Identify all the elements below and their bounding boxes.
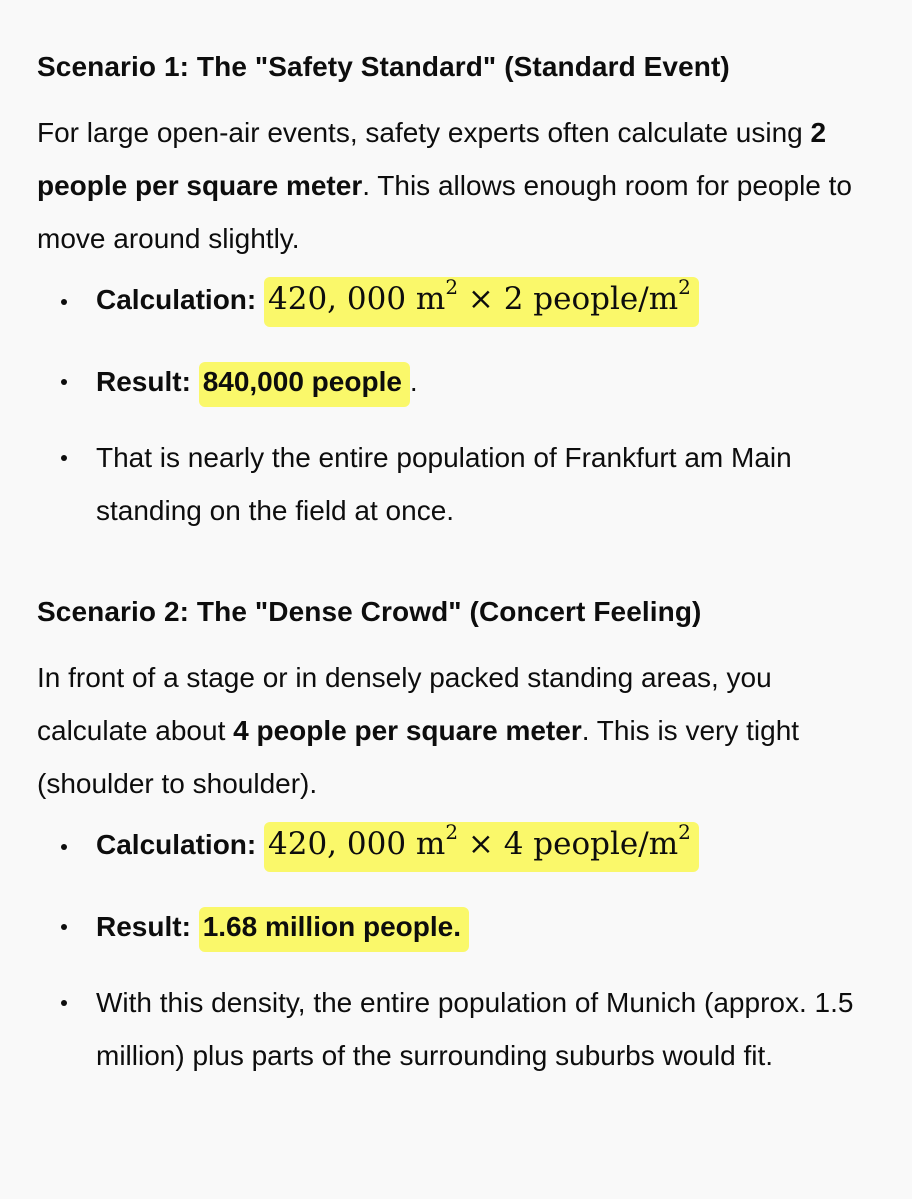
- scenario-2-calculation-item: [37, 818, 887, 880]
- scenario-1-calc-exp2: 2: [678, 274, 691, 299]
- scenario-2-calc-formula: [264, 819, 699, 872]
- scenario-1-intro-pre: For large open-air events, safety experts often calculate using: [37, 117, 811, 148]
- scenario-1-list: [37, 273, 887, 537]
- scenario-2-calc-mid: × 4 people/m: [458, 826, 679, 862]
- scenario-1-calc-mid: × 2 people/m: [458, 281, 679, 317]
- scenario-1-result-tail: .: [409, 366, 418, 397]
- scenario-2-calc-exp2: 2: [678, 819, 691, 844]
- scenario-1-calc-label: Calculation:: [96, 284, 257, 315]
- scenario-1-calculation-item: [37, 273, 887, 335]
- scenario-2-result-label: Result:: [96, 911, 191, 942]
- scenario-2-intro-bold: 4 people per square meter: [233, 715, 582, 746]
- scenario-1-calc-exp1: 2: [445, 274, 459, 299]
- scenario-1-heading: Scenario 1: The "Safety Standard" (Standard Event): [37, 51, 730, 82]
- scenario-2-list: [37, 818, 887, 1082]
- scenario-1-section: [37, 48, 887, 537]
- scenario-2-heading: Scenario 2: The "Dense Crowd" (Concert Feeling): [37, 596, 702, 627]
- scenario-1-note-item: That is nearly the entire population of Frankfurt am Main standing on the field at once.: [37, 431, 887, 537]
- scenario-1-intro-bold: 2 people per square meter: [37, 117, 827, 201]
- scenario-1-result-label: Result:: [96, 366, 191, 397]
- scenario-2-result-item: [37, 900, 887, 956]
- scenario-2-calc-label: Calculation:: [96, 829, 257, 860]
- scenario-1-intro-post: . This allows enough room for people to move around slightly.: [37, 170, 853, 254]
- scenario-2-result-value: 1.68 million people.: [199, 907, 469, 952]
- scenario-1-result-value: 840,000 people: [199, 362, 410, 407]
- scenario-2-section: [37, 593, 887, 1082]
- scenario-2-intro: [37, 651, 887, 810]
- scenario-2-calc-exp1: 2: [445, 819, 459, 844]
- scenario-2-intro-post: . This is very tight (shoulder to shoulder).: [37, 715, 800, 799]
- scenario-2-note-item: With this density, the entire population of Munich (approx. 1.5 million) plus parts of the surrounding suburbs would fit.: [37, 976, 887, 1082]
- scenario-2-intro-pre: In front of a stage or in densely packed standing areas, you calculate about: [37, 662, 772, 746]
- scenario-1-calc-formula: [264, 274, 699, 327]
- chat-response: [37, 48, 887, 1082]
- scenario-1-calc-area: 420, 000 m: [268, 281, 446, 317]
- scenario-1-result-item: [37, 355, 887, 411]
- scenario-1-intro: [37, 106, 887, 265]
- scenario-2-calc-area: 420, 000 m: [268, 826, 446, 862]
